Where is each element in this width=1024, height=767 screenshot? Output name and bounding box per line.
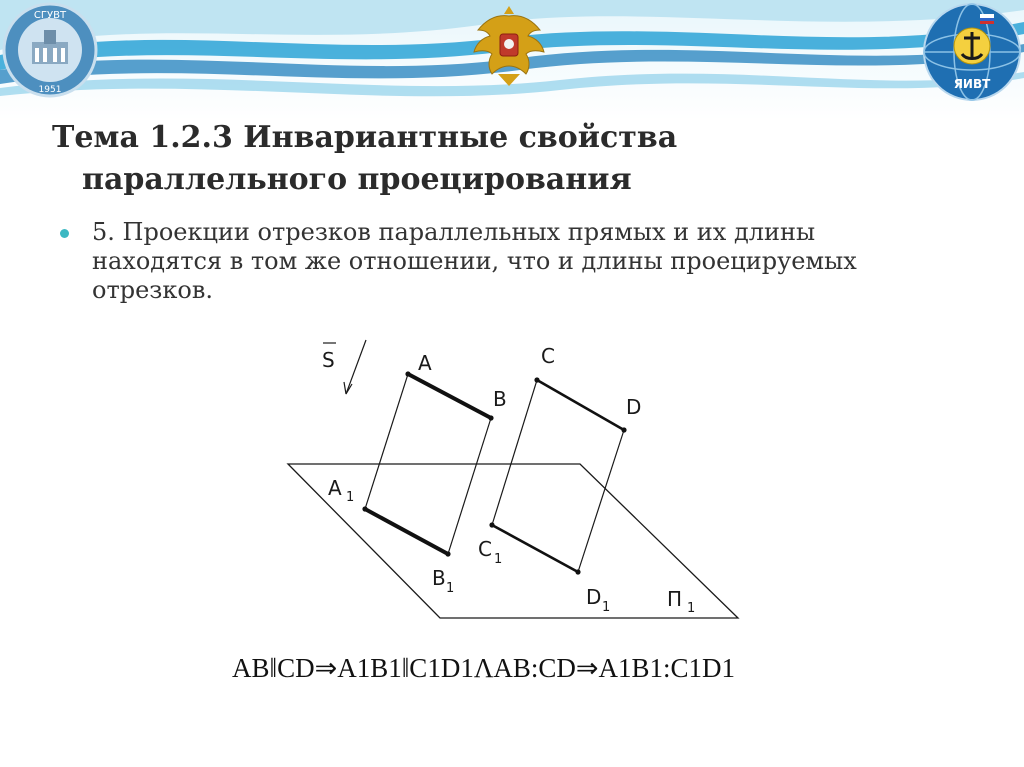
label-b1-sub: 1 — [446, 581, 455, 596]
label-c1: C — [478, 537, 492, 561]
logo-ring-text: СГУВТ — [33, 10, 67, 21]
logo-year-text: 1951 — [38, 85, 62, 95]
slide-title — [52, 117, 772, 201]
label-a1: A — [328, 476, 342, 500]
label-b1: B — [432, 566, 446, 590]
label-b: B — [493, 387, 507, 411]
bullet-text: 5. Проекции отрезков параллельных прямых и их длины находятся в том же отношении, что и длины проецируемых отрезков. — [92, 218, 857, 304]
label-a1-sub: 1 — [346, 490, 355, 505]
segment-c1d1 — [492, 525, 578, 572]
ray-a-a1 — [365, 374, 408, 509]
label-a: A — [418, 351, 432, 375]
anchor-globe-icon — [922, 2, 1022, 102]
university-emblem-icon — [2, 2, 98, 98]
projection-diagram — [240, 312, 760, 638]
segment-a1b1 — [365, 509, 448, 554]
label-d1: D — [586, 585, 602, 609]
label-plane: П — [667, 587, 683, 611]
logo-right-text: ЯИВТ — [953, 77, 991, 91]
title-line-1: Тема 1.2.3 Инвариантные свойства — [52, 120, 678, 155]
label-c1-sub: 1 — [494, 552, 503, 567]
formula: AB‖CD⇒A1B1‖C1D1ΛAB:CD⇒A1B1:C1D1 — [232, 653, 736, 683]
segment-ab — [408, 374, 491, 418]
label-d: D — [626, 395, 642, 419]
direction-s-arrow — [346, 340, 366, 394]
segment-cd — [537, 380, 624, 430]
coat-of-arms-icon — [468, 0, 550, 92]
title-line-2: параллельного проецирования — [82, 162, 632, 197]
label-d1-sub: 1 — [602, 600, 611, 615]
label-plane-sub: 1 — [687, 601, 696, 616]
label-c: C — [541, 344, 555, 368]
bullet-dot-icon — [60, 229, 69, 238]
direction-s-label: S — [322, 348, 335, 372]
ray-b-b1 — [448, 418, 491, 554]
